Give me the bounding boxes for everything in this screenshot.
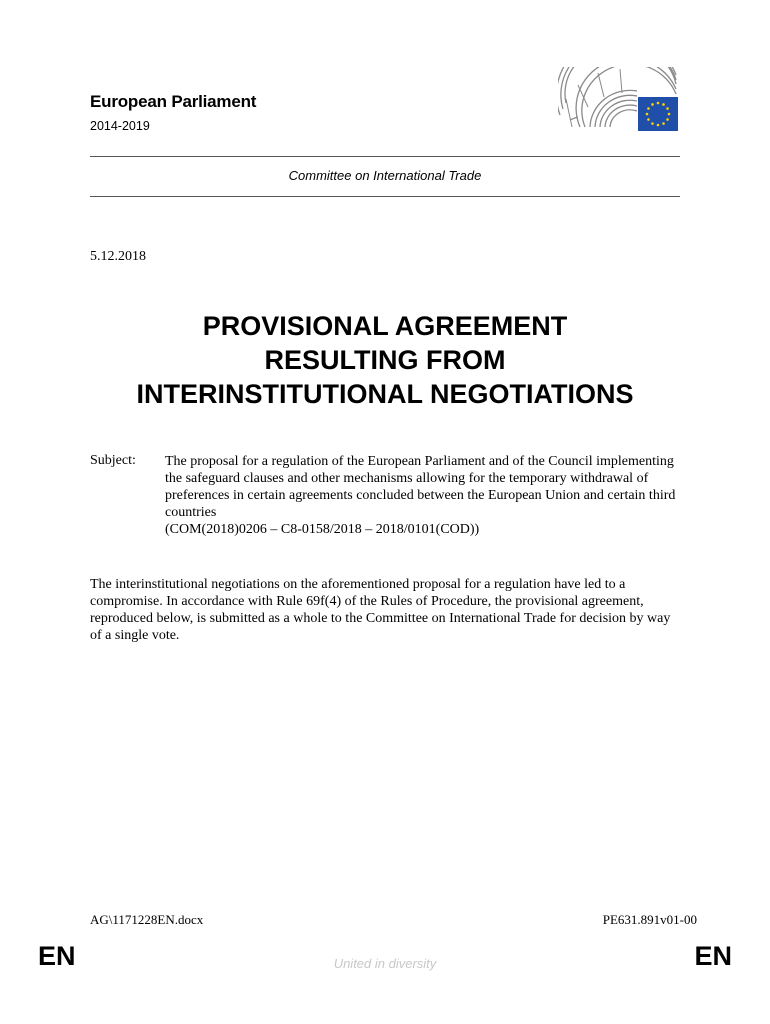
subject-text	[165, 453, 683, 538]
title-line: INTERINSTITUTIONAL NEGOTIATIONS	[136, 379, 634, 409]
eu-star-icon	[647, 118, 650, 121]
body-paragraph: The interinstitutional negotiations on the aforementioned proposal for a regulation have led to a compromise. In accordance with Rule 69f(4) of the Rules of Procedure, the provisional agreement, reproduced below, is submitted as a whole to the Committee on International Trade for decision by way of a single vote.	[90, 577, 671, 643]
eu-star-icon	[651, 103, 654, 106]
subject-label: Subject:	[90, 453, 136, 468]
pe-reference: PE631.891v01-00	[602, 912, 697, 927]
eu-star-icon	[662, 103, 665, 106]
document-file-reference: AG\1171228EN.docx	[90, 912, 204, 927]
eu-motto: United in diversity	[333, 956, 437, 971]
eu-star-icon	[668, 113, 671, 116]
committee-name: Committee on International Trade	[288, 168, 482, 183]
language-code-left: EN	[38, 941, 76, 971]
subject-description: The proposal for a regulation of the European Parliament and of the Council implementing the safeguard clauses and other mechanisms allowing for the temporary withdrawal of preferences in certain agreements concluded between the European Union and certain third countries	[165, 454, 676, 520]
eu-star-icon	[651, 122, 654, 125]
eu-star-icon	[657, 124, 660, 127]
subject-reference: (COM(2018)0206 – C8-0158/2018 – 2018/0101(COD))	[165, 522, 480, 537]
eu-star-icon	[647, 107, 650, 110]
title-line: PROVISIONAL AGREEMENT	[202, 311, 568, 341]
eu-star-icon	[646, 113, 649, 116]
organization-name: European Parliament	[90, 92, 257, 111]
eu-star-icon	[666, 118, 669, 121]
document-date: 5.12.2018	[90, 249, 146, 264]
european-parliament-logo-icon	[558, 67, 680, 133]
parliamentary-term: 2014-2019	[90, 119, 150, 133]
eu-star-icon	[662, 122, 665, 125]
header-divider-bottom	[90, 196, 680, 197]
eu-star-icon	[666, 107, 669, 110]
eu-star-icon	[657, 102, 660, 105]
document-title	[60, 309, 710, 411]
header-divider-top	[90, 156, 680, 157]
title-line: RESULTING FROM	[264, 345, 506, 375]
language-code-right: EN	[694, 941, 732, 971]
